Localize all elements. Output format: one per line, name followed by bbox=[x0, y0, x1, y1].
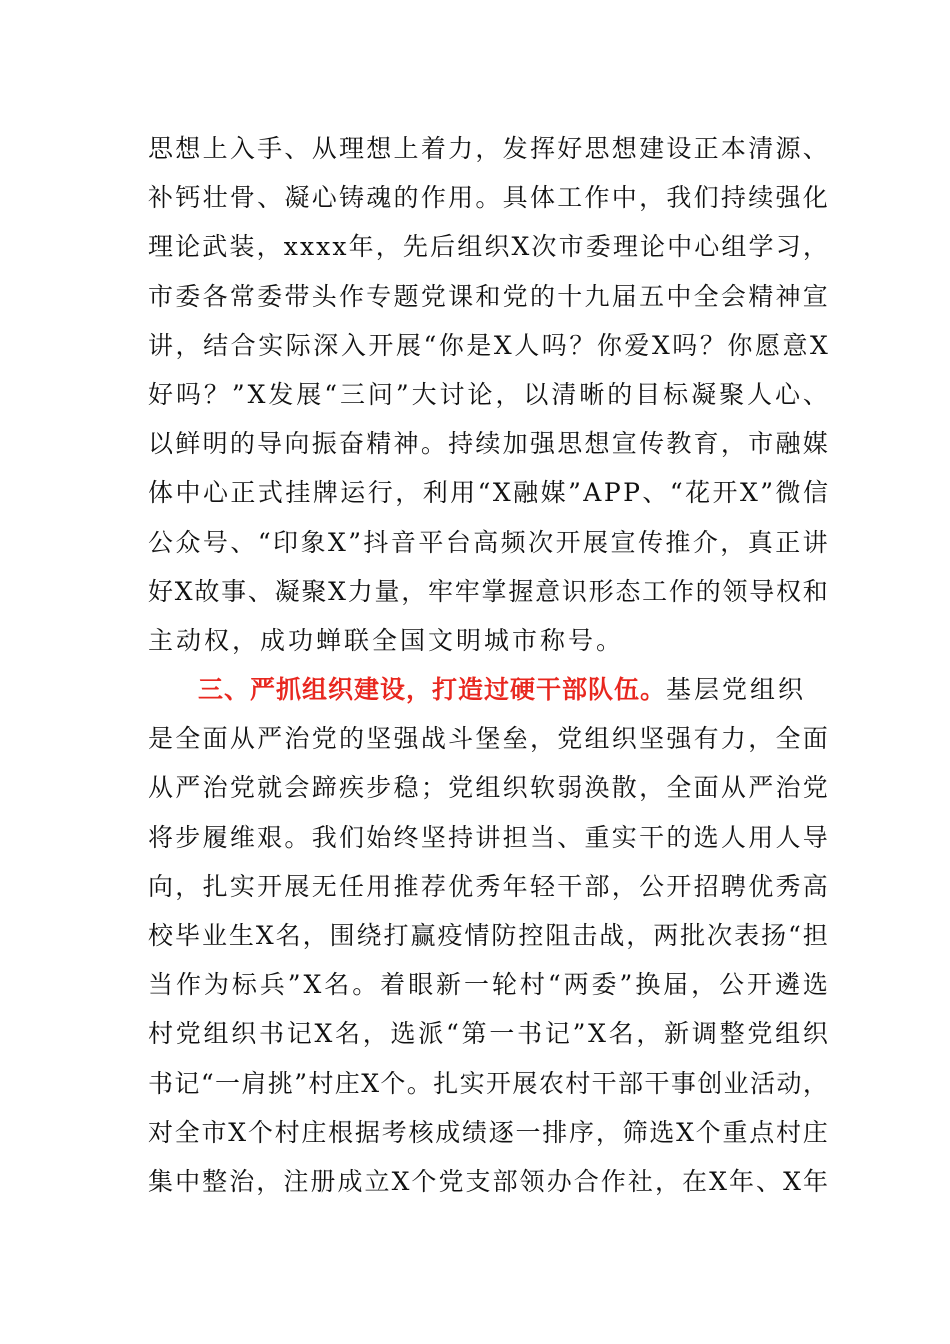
paragraph-ideology bbox=[148, 124, 828, 665]
section-3-heading-tail: 基层党组织 bbox=[666, 675, 807, 705]
text-line: 书 记 “ 一 肩 挑 ” 村 庄 X 个 。 扎 实 开 展 农 村 干 部 干 事 创 业 活 动 ， bbox=[148, 1068, 828, 1098]
section-3-heading-line bbox=[148, 665, 828, 714]
text-line: 好 X 故 事 、 凝 聚 X 力 量 ， 牢 牢 掌 握 意 识 形 态 工 作 的 领 导 权 和 bbox=[148, 576, 828, 606]
text-line: 主动权，成功蝉联全国文明城市称号。 bbox=[148, 625, 625, 655]
document-body bbox=[148, 124, 828, 1206]
text-line: 讲 ， 结 合 实 际 深 入 开 展 “ 你 是 X 人 吗 ？ 你 爱 X 吗 ？ 你 愿 意 X bbox=[148, 330, 828, 360]
text-line: 市 委 各 常 委 带 头 作 专 题 党 课 和 党 的 十 九 届 五 中 全 会 精 神 宣 bbox=[148, 281, 828, 311]
text-line: 思 想 上 入 手 、 从 理 想 上 着 力 ， 发 挥 好 思 想 建 设 正 本 清 源 、 bbox=[148, 134, 828, 163]
text-line: 好 吗 ？ ” X 发 展 “ 三 问 ” 大 讨 论 ， 以 清 晰 的 目 标 凝 聚 人 心 、 bbox=[148, 379, 828, 409]
text-line: 当 作 为 标 兵 ” X 名 。 着 眼 新 一 轮 村 “ 两 委 ” 换 届 ， 公 开 遴 选 bbox=[148, 970, 828, 1000]
text-line: 体 中 心 正 式 挂 牌 运 行 ， 利 用 “ X 融 媒 ” A P P 、 “ 花 开 X ” 微 信 bbox=[148, 478, 828, 508]
text-line: 集 中 整 治 ， 注 册 成 立 X 个 党 支 部 领 办 合 作 社 ， 在 X 年 、 X 年 bbox=[148, 1166, 828, 1196]
text-line: 将 步 履 维 艰 。 我 们 始 终 坚 持 讲 担 当 、 重 实 干 的 选 人 用 人 导 bbox=[148, 822, 828, 852]
text-line: 向 ， 扎 实 开 展 无 任 用 推 荐 优 秀 年 轻 干 部 ， 公 开 招 聘 优 秀 高 bbox=[148, 871, 828, 901]
text-line: 公 众 号 、 “ 印 象 X ” 抖 音 平 台 高 频 次 开 展 宣 传 推 介 ， 真 正 讲 bbox=[148, 527, 828, 557]
text-line: 对 全 市 X 个 村 庄 根 据 考 核 成 绩 逐 一 排 序 ， 筛 选 X 个 重 点 村 庄 bbox=[148, 1117, 828, 1147]
text-line: 是 全 面 从 严 治 党 的 坚 强 战 斗 堡 垒 ， 党 组 织 坚 强 有 力 ， 全 面 bbox=[148, 724, 828, 754]
text-line: 校 毕 业 生 X 名 ， 围 绕 打 赢 疫 情 防 控 阻 击 战 ， 两 批 次 表 扬 “ 担 bbox=[148, 921, 828, 950]
text-line: 补 钙 壮 骨 、 凝 心 铸 魂 的 作 用 。 具 体 工 作 中 ， 我 们 持 续 强 化 bbox=[148, 183, 828, 213]
section-3-heading: 三、严抓组织建设，打造过硬干部队伍。 bbox=[198, 675, 667, 705]
paragraph-organization bbox=[148, 714, 828, 1206]
text-line: 理 论 武 装 ， x x x x 年 ， 先 后 组 织 X 次 市 委 理 论 中 心 组 学 习 ， bbox=[148, 232, 828, 262]
text-line: 以 鲜 明 的 导 向 振 奋 精 神 。 持 续 加 强 思 想 宣 传 教 育 ， 市 融 媒 bbox=[148, 429, 828, 459]
text-line: 从 严 治 党 就 会 蹄 疾 步 稳 ； 党 组 织 软 弱 涣 散 ， 全 面 从 严 治 党 bbox=[148, 773, 828, 803]
text-line: 村 党 组 织 书 记 X 名 ， 选 派 “ 第 一 书 记 ” X 名 ， 新 调 整 党 组 织 bbox=[148, 1019, 828, 1049]
